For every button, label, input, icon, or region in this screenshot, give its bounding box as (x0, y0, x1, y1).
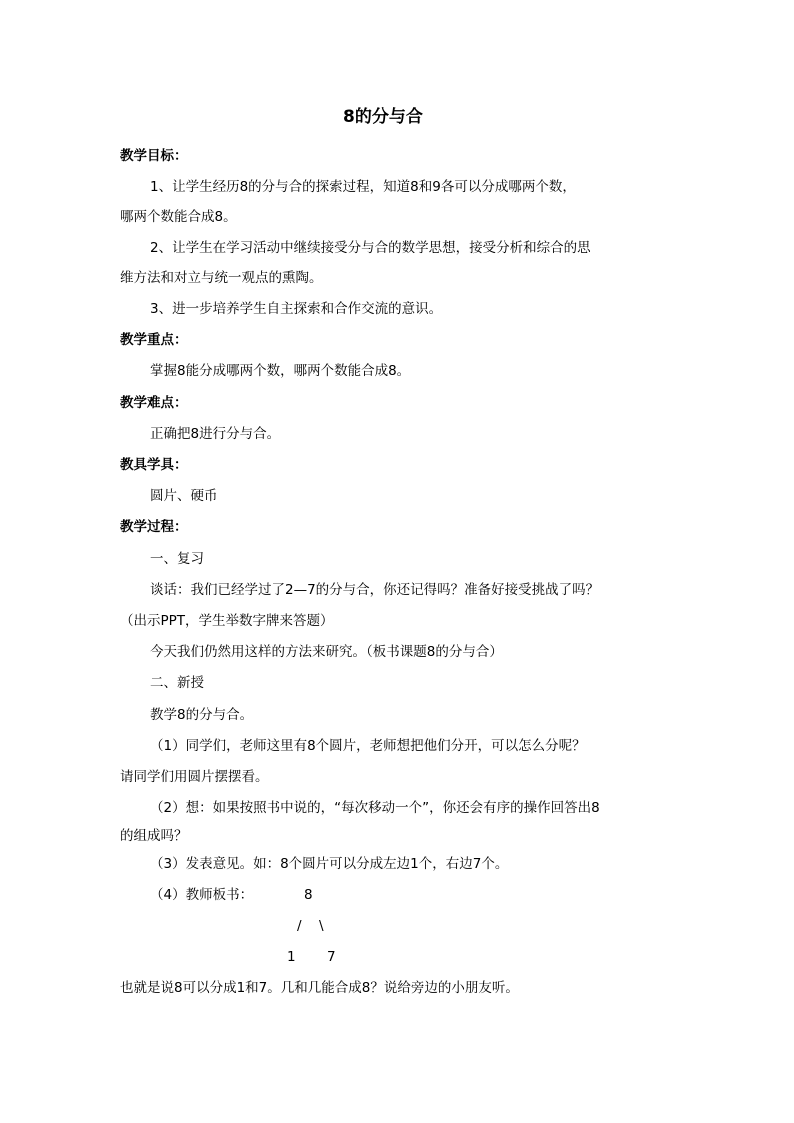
focus-text: 掌握8能分成哪两个数，哪两个数能合成8。 (150, 363, 411, 379)
teach-line: 教学8的分与合。 (150, 707, 254, 723)
tools-heading: 教具学具： (120, 457, 188, 473)
conclusion-line: 也就是说8可以分成1和7。几和几能合成8？说给旁边的小朋友听。 (120, 980, 519, 996)
talk-line-1: 谈话：我们已经学过了2—7的分与合，你还记得吗？准备好接受挑战了吗？ (150, 582, 600, 598)
board-right-number: 7 (327, 949, 336, 965)
board-top-number: 8 (304, 887, 313, 903)
today-line: 今天我们仍然用这样的方法来研究。（板书课题8的分与合） (150, 644, 503, 660)
difficulty-text: 正确把8进行分与合。 (150, 426, 281, 442)
goal-2-line-1: 2、让学生在学习活动中继续接受分与合的数学思想，接受分析和综合的思 (150, 240, 591, 256)
review-heading: 一、复习 (150, 551, 204, 567)
difficulty-heading: 教学难点： (120, 395, 188, 411)
board-right-slash: \ (319, 918, 324, 934)
goal-2-line-2: 维方法和对立与统一观点的熏陶。 (120, 270, 323, 286)
goal-3: 3、进一步培养学生自主探索和合作交流的意识。 (150, 301, 443, 317)
goal-1-line-1: 1、让学生经历8的分与合的探索过程，知道8和9各可以分成哪两个数， (150, 179, 576, 195)
tools-text: 圆片、硬币 (150, 488, 218, 504)
focus-heading: 教学重点： (120, 332, 188, 348)
step-2-line-1: （2）想：如果按照书中说的，“每次移动一个”，你还会有序的操作回答出8 (150, 800, 600, 816)
board-left-number: 1 (287, 949, 296, 965)
step-3: （3）发表意见。如：8个圆片可以分成左边1个，右边7个。 (150, 856, 509, 872)
step-1-line-1: （1）同学们，老师这里有8个圆片，老师想把他们分开，可以怎么分呢？ (150, 738, 586, 754)
new-heading: 二、新授 (150, 675, 204, 691)
goals-heading: 教学目标： (120, 148, 188, 164)
step-4-label: （4）教师板书： (150, 887, 254, 903)
step-2-line-2: 的组成吗？ (120, 828, 188, 844)
process-heading: 教学过程： (120, 519, 188, 535)
step-1-line-2: 请同学们用圆片摆摆看。 (120, 769, 269, 785)
goal-1-line-2: 哪两个数能合成8。 (120, 209, 237, 225)
board-left-slash: / (297, 918, 302, 934)
document-title: 8的分与合 (343, 107, 423, 127)
talk-line-2: （出示PPT，学生举数字牌来答题） (120, 613, 334, 629)
